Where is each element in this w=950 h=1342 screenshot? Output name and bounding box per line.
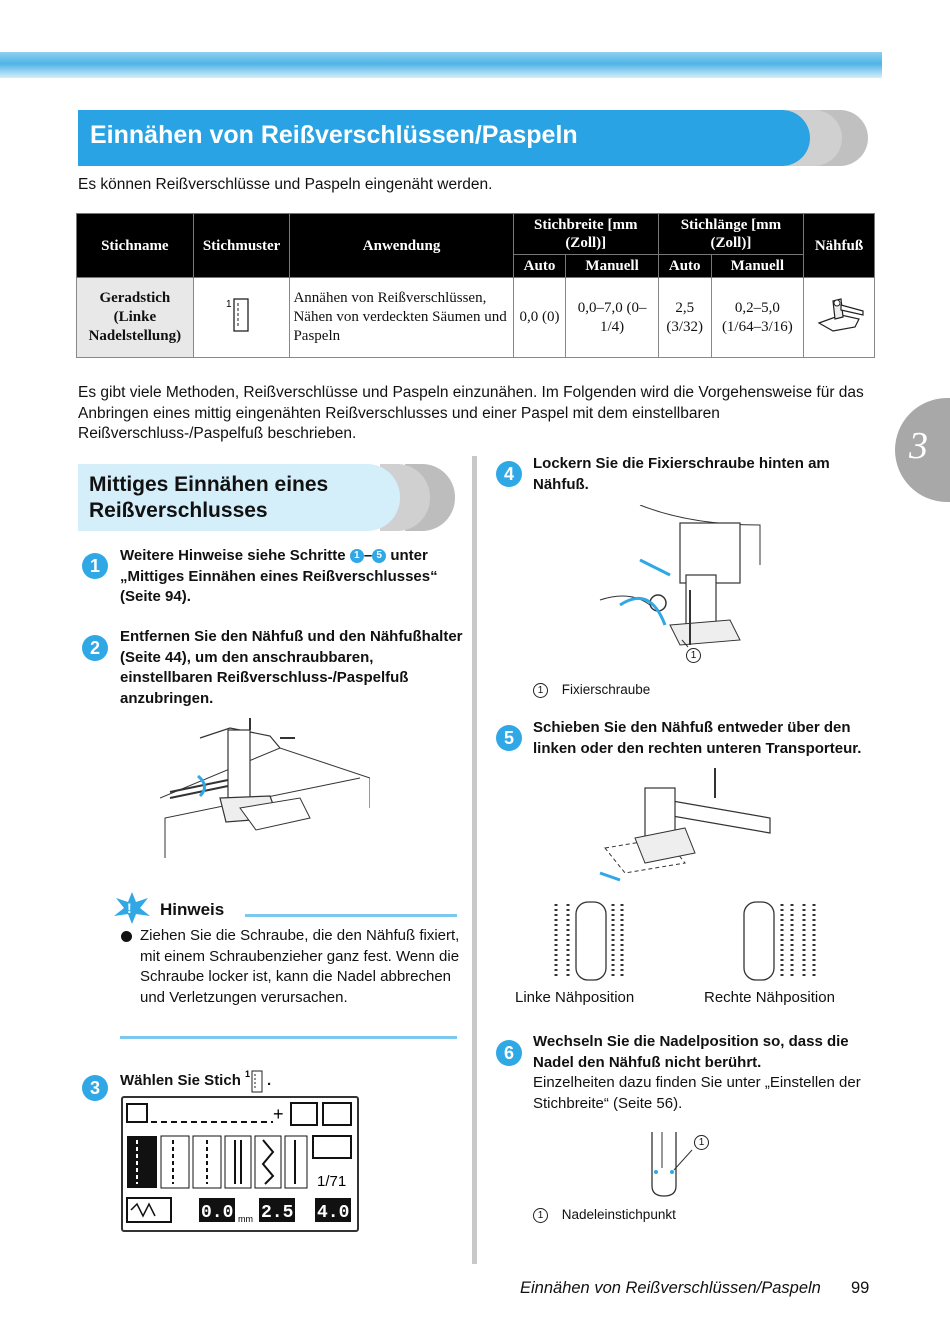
- col-naehfuss: Nähfuß: [804, 214, 875, 278]
- callout-number: 1: [694, 1135, 709, 1150]
- callout-number: 1: [686, 648, 701, 663]
- bullet-icon: [121, 931, 132, 942]
- step-2-text: Entfernen Sie den Nähfuß und den Nähfußhalter (Seite 44), um den anschraubbaren, einstellbaren Reißverschluss-/Paspelfuß anzubringen.: [120, 628, 463, 707]
- col-stichmuster: Stichmuster: [193, 214, 290, 278]
- step-ref-icon: 1: [350, 549, 364, 563]
- step-3-end: .: [267, 1071, 272, 1089]
- intro-text: Es können Reißverschlüsse und Paspeln eingenäht werden.: [78, 176, 493, 193]
- presser-foot-cell: [804, 278, 875, 358]
- pattern-number: 1: [245, 1069, 251, 1079]
- length-manual: 0,2–5,0 (1/64–3/16): [711, 278, 803, 358]
- header-band: [0, 52, 882, 78]
- stitch-pattern-icon: [245, 1068, 267, 1094]
- stitch-pattern-icon: [222, 295, 262, 335]
- step-number: 3: [82, 1075, 108, 1101]
- step-number: 1: [82, 553, 108, 579]
- footer-title: Einnähen von Reißverschlüssen/Paspeln: [520, 1279, 821, 1297]
- lcd-unit: mm: [238, 1214, 253, 1224]
- slide-foot-illustration: [595, 768, 775, 886]
- width-manual: 0,0–7,0 (0–1/4): [566, 278, 658, 358]
- stitch-pattern-cell: [193, 278, 290, 358]
- fixing-screw-illustration: [590, 505, 770, 675]
- hinweis-text: Ziehen Sie die Schraube, die den Nähfuß fixiert, mit einem Schraubenzieher ganz fest. Wenn die Schraube locker ist, kann die Nadel abbrechen und Verletzungen verursachen.: [140, 927, 460, 1006]
- step-number: 2: [82, 635, 108, 661]
- step-1-pre: Weitere Hinweise siehe Schritte: [120, 547, 346, 564]
- callout-number: 1: [533, 683, 548, 698]
- step-number: 4: [496, 461, 522, 487]
- caption-label: Fixierschraube: [561, 682, 651, 697]
- col-stichbreite: Stichbreite [mm (Zoll)]: [513, 214, 658, 255]
- presser-foot-illustration: [160, 718, 370, 860]
- lcd-tension: 4.0: [317, 1203, 350, 1223]
- lcd-width: 0.0: [201, 1203, 234, 1223]
- hinweis-icon: [112, 890, 152, 926]
- caption-right-position: Rechte Nähposition: [704, 989, 835, 1006]
- page-number: 99: [851, 1279, 870, 1297]
- description-paragraph: Es gibt viele Methoden, Reißverschlüsse und Paspeln einzunähen. Im Folgenden wird die Vorgehensweise für das Anbringen eines mittig eingenähten Reißverschlusses und einer Paspel mit dem einstellbaren Reißverschluss-/Paspelfuß beschrieben.: [78, 384, 864, 442]
- svg-text:!: !: [127, 900, 132, 916]
- col-stichname: Stichname: [77, 214, 194, 278]
- page-title: Einnähen von Reißverschlüssen/Paspeln: [90, 121, 578, 149]
- column-divider: [472, 456, 477, 1264]
- lcd-display: [123, 1098, 357, 1230]
- hinweis-rule: [120, 1036, 457, 1039]
- stitch-table: [76, 213, 875, 358]
- stitch-name: Geradstich (Linke Nadelstellung): [77, 278, 194, 358]
- col-auto: Auto: [658, 255, 711, 278]
- step-6-bold: Wechseln Sie die Nadelposition so, dass die Nadel den Nähfuß nicht berührt.: [533, 1033, 849, 1071]
- hinweis-title: Hinweis: [160, 900, 225, 919]
- right-position-illustration: [740, 898, 822, 984]
- caption-nadeleinstichpunkt: [533, 1207, 676, 1223]
- subheading-bar: [78, 464, 400, 531]
- stitch-use: Annähen von Reißverschlüssen, Nähen von verdeckten Säumen und Paspeln: [290, 278, 513, 358]
- pattern-number: 1: [225, 298, 232, 310]
- step-number: 6: [496, 1040, 522, 1066]
- lcd-screen: [121, 1096, 359, 1232]
- step-number: 5: [496, 725, 522, 751]
- left-position-illustration: [548, 898, 630, 984]
- col-stichlaenge: Stichlänge [mm (Zoll)]: [658, 214, 803, 255]
- zipper-foot-icon: [811, 293, 867, 337]
- col-manuell: Manuell: [566, 255, 658, 278]
- page-title-bar: [78, 110, 810, 166]
- caption-left-position: Linke Nähposition: [515, 989, 635, 1006]
- step-3-text: [120, 1068, 320, 1094]
- svg-text:+: +: [273, 1104, 284, 1124]
- chapter-tab: [895, 398, 950, 502]
- width-auto: 0,0 (0): [513, 278, 566, 358]
- callout-number: 1: [533, 1208, 548, 1223]
- col-anwendung: Anwendung: [290, 214, 513, 278]
- col-auto: Auto: [513, 255, 566, 278]
- step-3-label: Wählen Sie Stich: [120, 1071, 241, 1089]
- caption-fixierschraube: [533, 682, 650, 698]
- hinweis-rule: [245, 914, 457, 917]
- length-auto: 2,5 (3/32): [658, 278, 711, 358]
- subheading: Mittiges Einnähen eines Reißverschlusses: [89, 473, 329, 522]
- step-5-text: Schieben Sie den Nähfuß entweder über den linken oder den rechten unteren Transporteur.: [533, 719, 862, 757]
- lcd-page: 1/71: [317, 1173, 347, 1190]
- caption-label: Nadeleinstichpunkt: [561, 1207, 676, 1222]
- chapter-number: 3: [909, 425, 928, 467]
- lcd-length: 2.5: [261, 1203, 294, 1223]
- col-manuell: Manuell: [711, 255, 803, 278]
- step-ref-icon: 5: [372, 549, 386, 563]
- step-1-post: unter „Mittiges Einnähen eines Reißverschlusses“ (Seite 94).: [120, 547, 438, 605]
- step-6-text: Einzelheiten dazu finden Sie unter „Einstellen der Stichbreite“ (Seite 56).: [533, 1074, 861, 1112]
- step-1-text: Weitere Hinweise siehe Schritte 1 – 5 unter „Mittiges Einnähen eines Reißverschlusses“ (Seite 94).: [120, 547, 438, 605]
- step-4-text: Lockern Sie die Fixierschraube hinten am Nähfuß.: [533, 455, 830, 493]
